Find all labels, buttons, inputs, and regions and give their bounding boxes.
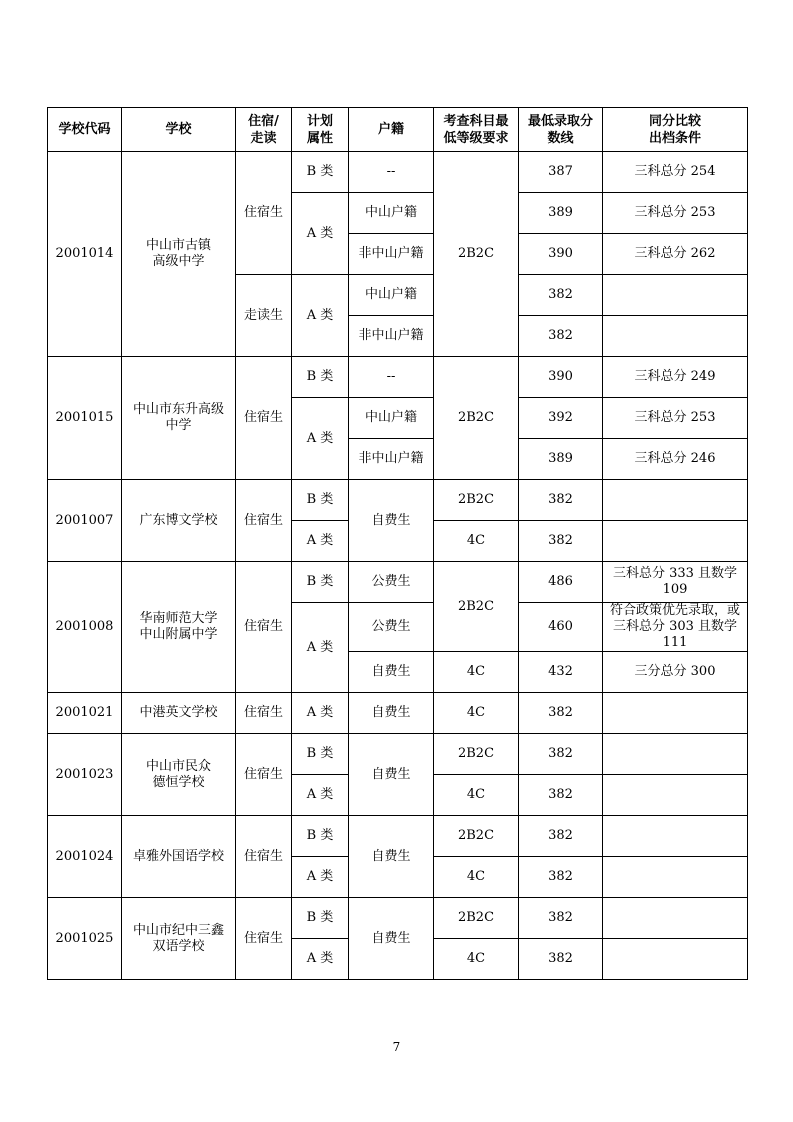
plan-type: B 类	[292, 480, 349, 521]
compare-condition	[603, 734, 748, 775]
school-code: 2001014	[48, 152, 122, 357]
header-score: 最低录取分 数线	[519, 108, 603, 152]
hukou: 公费生	[349, 603, 434, 652]
header-row	[48, 108, 748, 152]
hukou: --	[349, 152, 434, 193]
hukou: 中山户籍	[349, 275, 434, 316]
hukou: 自费生	[349, 693, 434, 734]
min-score: 392	[519, 398, 603, 439]
table-row	[48, 152, 748, 193]
header-plan: 计划 属性	[292, 108, 349, 152]
plan-type: A 类	[292, 693, 349, 734]
school-name: 中山市纪中三鑫 双语学校	[122, 898, 236, 980]
header-school: 学校	[122, 108, 236, 152]
compare-condition	[603, 775, 748, 816]
header-subject: 考查科目最 低等级要求	[434, 108, 519, 152]
min-score: 389	[519, 439, 603, 480]
compare-condition	[603, 480, 748, 521]
hukou: 公费生	[349, 562, 434, 603]
min-score: 390	[519, 234, 603, 275]
compare-condition	[603, 939, 748, 980]
min-score: 382	[519, 939, 603, 980]
compare-condition: 三科总分 262	[603, 234, 748, 275]
hukou: 自费生	[349, 734, 434, 816]
school-code: 2001024	[48, 816, 122, 898]
hukou: 自费生	[349, 480, 434, 562]
table-row	[48, 816, 748, 857]
min-score: 382	[519, 816, 603, 857]
plan-type: B 类	[292, 734, 349, 775]
school-name: 广东博文学校	[122, 480, 236, 562]
min-score: 382	[519, 775, 603, 816]
board-type: 住宿生	[236, 816, 292, 898]
subject-requirement: 2B2C	[434, 480, 519, 521]
min-score: 382	[519, 693, 603, 734]
subject-requirement: 2B2C	[434, 816, 519, 857]
compare-condition: 三科总分 254	[603, 152, 748, 193]
school-name: 华南师范大学 中山附属中学	[122, 562, 236, 693]
table-row	[48, 734, 748, 775]
hukou: --	[349, 357, 434, 398]
compare-condition: 符合政策优先录取，或 三科总分 303 且数学 111	[603, 603, 748, 652]
subject-requirement: 2B2C	[434, 898, 519, 939]
subject-requirement: 2B2C	[434, 152, 519, 357]
header-code: 学校代码	[48, 108, 122, 152]
compare-condition: 三分总分 300	[603, 652, 748, 693]
subject-requirement: 2B2C	[434, 562, 519, 652]
table-row	[48, 562, 748, 603]
table-row	[48, 693, 748, 734]
plan-type: A 类	[292, 857, 349, 898]
hukou: 非中山户籍	[349, 316, 434, 357]
hukou: 中山户籍	[349, 398, 434, 439]
min-score: 382	[519, 898, 603, 939]
min-score: 390	[519, 357, 603, 398]
plan-type: A 类	[292, 193, 349, 275]
min-score: 486	[519, 562, 603, 603]
min-score: 382	[519, 316, 603, 357]
hukou: 非中山户籍	[349, 234, 434, 275]
compare-condition	[603, 898, 748, 939]
subject-requirement: 2B2C	[434, 357, 519, 480]
school-code: 2001007	[48, 480, 122, 562]
plan-type: A 类	[292, 939, 349, 980]
school-code: 2001021	[48, 693, 122, 734]
school-code: 2001025	[48, 898, 122, 980]
school-code: 2001015	[48, 357, 122, 480]
subject-requirement: 4C	[434, 775, 519, 816]
table-row	[48, 480, 748, 521]
board-type: 住宿生	[236, 734, 292, 816]
plan-type: A 类	[292, 275, 349, 357]
board-type: 住宿生	[236, 480, 292, 562]
hukou: 非中山户籍	[349, 439, 434, 480]
min-score: 382	[519, 480, 603, 521]
hukou: 自费生	[349, 652, 434, 693]
min-score: 382	[519, 734, 603, 775]
plan-type: A 类	[292, 603, 349, 693]
compare-condition	[603, 521, 748, 562]
min-score: 382	[519, 275, 603, 316]
school-code: 2001023	[48, 734, 122, 816]
table-row	[48, 898, 748, 939]
compare-condition	[603, 275, 748, 316]
compare-condition	[603, 316, 748, 357]
plan-type: B 类	[292, 357, 349, 398]
compare-condition	[603, 857, 748, 898]
subject-requirement: 2B2C	[434, 734, 519, 775]
compare-condition	[603, 693, 748, 734]
school-name: 中山市民众 德恒学校	[122, 734, 236, 816]
min-score: 432	[519, 652, 603, 693]
plan-type: B 类	[292, 816, 349, 857]
subject-requirement: 4C	[434, 693, 519, 734]
min-score: 387	[519, 152, 603, 193]
header-board: 住宿/ 走读	[236, 108, 292, 152]
board-type: 住宿生	[236, 898, 292, 980]
hukou: 中山户籍	[349, 193, 434, 234]
compare-condition: 三科总分 253	[603, 193, 748, 234]
board-type: 住宿生	[236, 152, 292, 275]
board-type: 住宿生	[236, 357, 292, 480]
compare-condition: 三科总分 333 且数学 109	[603, 562, 748, 603]
board-type: 住宿生	[236, 562, 292, 693]
hukou: 自费生	[349, 816, 434, 898]
school-name: 中山市古镇 高级中学	[122, 152, 236, 357]
min-score: 460	[519, 603, 603, 652]
school-name: 中港英文学校	[122, 693, 236, 734]
plan-type: A 类	[292, 398, 349, 480]
header-hukou: 户籍	[349, 108, 434, 152]
plan-type: B 类	[292, 152, 349, 193]
subject-requirement: 4C	[434, 939, 519, 980]
table-row	[48, 357, 748, 398]
compare-condition: 三科总分 249	[603, 357, 748, 398]
header-compare: 同分比较 出档条件	[603, 108, 748, 152]
subject-requirement: 4C	[434, 521, 519, 562]
hukou: 自费生	[349, 898, 434, 980]
compare-condition: 三科总分 246	[603, 439, 748, 480]
plan-type: A 类	[292, 521, 349, 562]
subject-requirement: 4C	[434, 652, 519, 693]
min-score: 382	[519, 521, 603, 562]
min-score: 389	[519, 193, 603, 234]
board-type: 走读生	[236, 275, 292, 357]
school-name: 卓雅外国语学校	[122, 816, 236, 898]
plan-type: A 类	[292, 775, 349, 816]
school-code: 2001008	[48, 562, 122, 693]
page-number: 7	[392, 1040, 401, 1054]
admission-table	[47, 107, 748, 980]
board-type: 住宿生	[236, 693, 292, 734]
subject-requirement: 4C	[434, 857, 519, 898]
compare-condition	[603, 816, 748, 857]
compare-condition: 三科总分 253	[603, 398, 748, 439]
plan-type: B 类	[292, 898, 349, 939]
school-name: 中山市东升高级 中学	[122, 357, 236, 480]
min-score: 382	[519, 857, 603, 898]
plan-type: B 类	[292, 562, 349, 603]
